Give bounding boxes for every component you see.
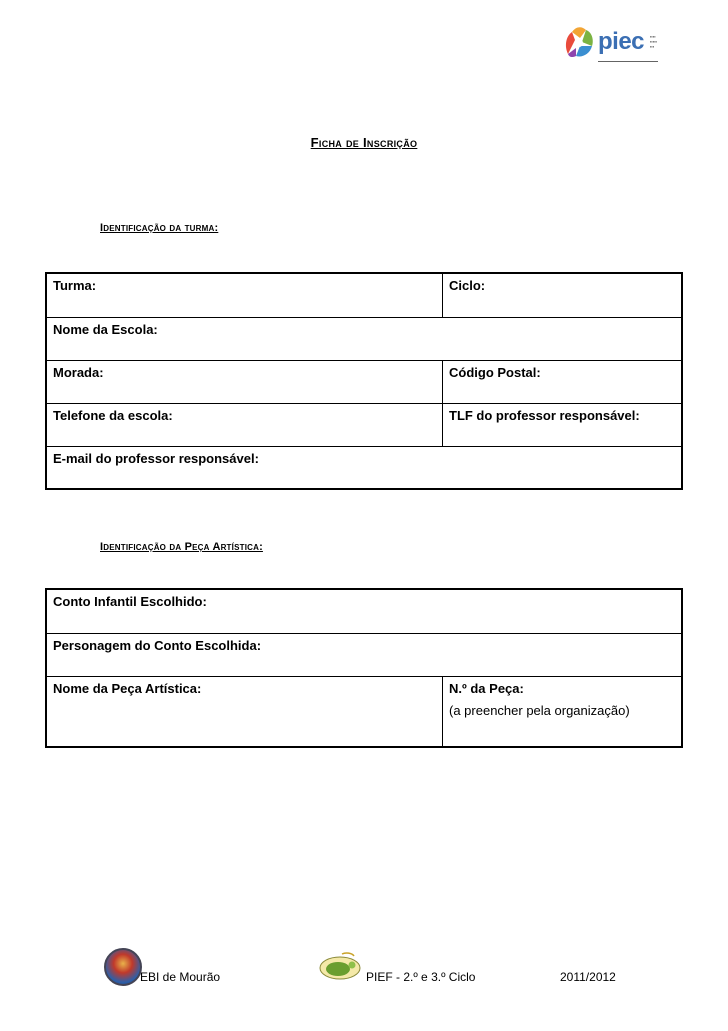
table-row — [47, 317, 681, 360]
morada-field[interactable]: Morada: — [47, 361, 443, 403]
turtle-logo-icon — [318, 950, 362, 980]
nome-peca-field[interactable]: Nome da Peça Artística: — [47, 677, 443, 746]
hands-logo-icon — [562, 22, 598, 62]
footer-year: 2011/2012 — [560, 970, 616, 984]
organizacao-note: (a preencher pela organização) — [449, 703, 630, 718]
ciclo-field[interactable]: Ciclo: — [449, 278, 486, 293]
logo-underline: ▬▬▬▬▬▬▬▬▬▬▬▬▬▬▬▬▬▬▬▬ — [598, 59, 658, 63]
numero-peca-cell — [443, 677, 681, 746]
piec-logo — [562, 22, 680, 66]
table-row — [47, 590, 681, 633]
turma-field[interactable]: Turma: — [47, 274, 443, 317]
turma-form-table — [45, 272, 683, 490]
table-row — [47, 446, 681, 488]
escola-field[interactable]: Nome da Escola: — [53, 322, 158, 337]
table-row — [47, 633, 681, 676]
personagem-field[interactable]: Personagem do Conto Escolhida: — [53, 638, 262, 653]
email-field[interactable]: E-mail do professor responsável: — [53, 451, 259, 466]
page-title: Ficha de Inscrição — [310, 135, 418, 150]
logo-wordmark: piec — [598, 28, 645, 55]
school-emblem-icon — [104, 948, 142, 986]
conto-field[interactable]: Conto Infantil Escolhido: — [53, 594, 207, 609]
page-footer — [0, 948, 728, 998]
footer-school: EBI de Mourão — [140, 970, 221, 984]
telefone-field[interactable]: Telefone da escola: — [47, 404, 443, 446]
turma-section-heading: Identificação da turma: — [100, 222, 219, 234]
tlf-professor-field[interactable]: TLF do professor responsável: — [449, 408, 640, 423]
peca-section-heading: Identificação da Peça Artística: — [100, 541, 263, 553]
footer-program: PIEF - 2.º e 3.º Ciclo — [366, 970, 476, 984]
table-row — [47, 274, 681, 317]
numero-peca-label: N.º da Peça: — [449, 681, 524, 696]
peca-form-table — [45, 588, 683, 748]
table-row — [47, 403, 681, 446]
table-row — [47, 360, 681, 403]
logo-tagline: ▪▪▪▪ ▪▪▪▪▪ ▪▪▪ — [650, 34, 658, 49]
codigo-postal-field[interactable]: Código Postal: — [449, 365, 541, 380]
table-row — [47, 676, 681, 746]
